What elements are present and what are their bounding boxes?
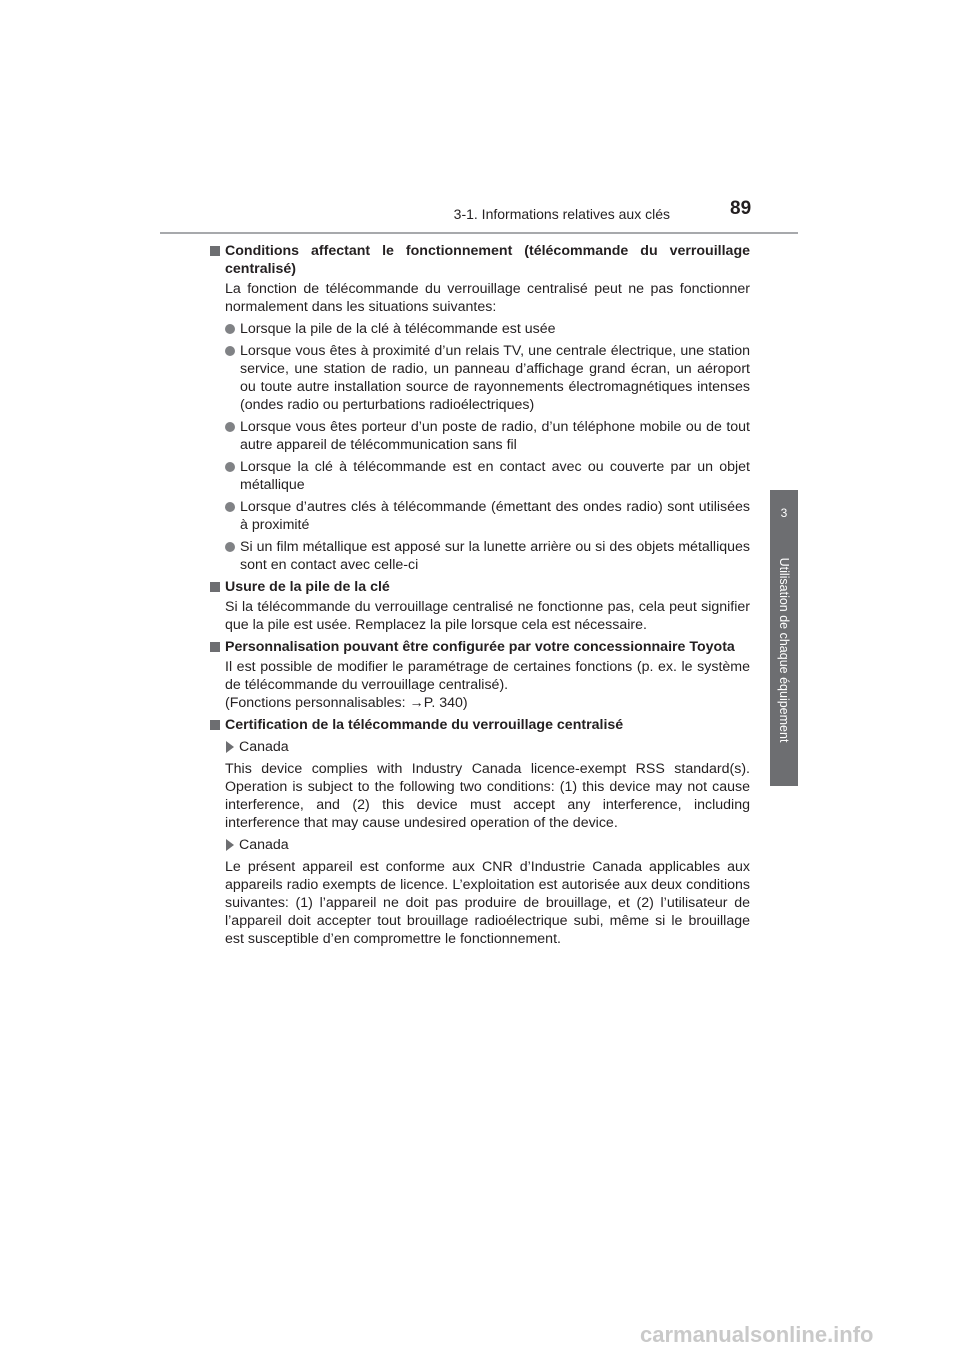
certification-text-en: This device complies with Industry Canada licence-exempt RSS standard(s). Operation is subject to the following two conditions: (1) this device may not cause interference, and (2) this device must accept any interference, including interference that may cause undesired operation of the device. — [225, 761, 750, 831]
list-item: Lorsque d’autres clés à télécommande (émettant des ondes radio) sont utilisées à proximité — [225, 498, 750, 534]
page-reference-link[interactable]: (Fonctions personnalisables: →P. 340) — [225, 695, 468, 711]
section-marker-icon — [210, 246, 220, 256]
section-title: Usure de la pile de la clé — [225, 579, 390, 595]
bullet-icon — [225, 324, 235, 334]
list-item: Lorsque la pile de la clé à télécommande est usée — [225, 320, 750, 338]
bullet-icon — [225, 502, 235, 512]
subheading-canada-en: Canada — [225, 738, 750, 756]
page-number: 89 — [730, 198, 752, 219]
chapter-tab — [770, 490, 798, 786]
section-certification — [210, 716, 750, 948]
section-text: Il est possible de modifier le paramétrage de certaines fonctions (p. ex. le système de télécommande du verrouillage centralisé). — [225, 659, 750, 693]
page-content — [210, 242, 750, 952]
triangle-icon — [226, 839, 234, 851]
section-marker-icon — [210, 642, 220, 652]
section-title: Certification de la télécommande du verrouillage centralisé — [225, 717, 624, 733]
section-battery — [210, 578, 750, 634]
bullet-icon — [225, 346, 235, 356]
section-text: Si la télécommande du verrouillage centralisé ne fonctionne pas, cela peut signifier que la pile est usée. Remplacez la pile lorsque cela est nécessaire. — [225, 599, 750, 633]
triangle-icon — [226, 741, 234, 753]
list-item: Lorsque vous êtes porteur d’un poste de radio, d’un téléphone mobile ou de tout autre appareil de télécommunication sans fil — [225, 418, 750, 454]
section-marker-icon — [210, 582, 220, 592]
section-title: Conditions affectant le fonctionnement (télécommande du verrouillage centralisé) — [225, 243, 750, 277]
running-header: 3-1. Informations relatives aux clés — [453, 206, 670, 222]
section-title: Personnalisation pouvant être configurée par votre concessionnaire Toyota — [225, 639, 735, 655]
section-customization — [210, 638, 750, 712]
list-item: Si un film métallique est apposé sur la lunette arrière ou si des objets métalliques sont en contact avec celle-ci — [225, 538, 750, 574]
list-item: Lorsque vous êtes à proximité d’un relais TV, une centrale électrique, une station service, une station de radio, un panneau d’affichage grand écran, un aéroport ou toute autre installation source de rayonnements électromagnétiques intenses (ondes radio ou perturbations radioélectriques) — [225, 342, 750, 414]
bullet-icon — [225, 422, 235, 432]
section-marker-icon — [210, 720, 220, 730]
header-rule — [160, 232, 798, 234]
subheading-canada-fr: Canada — [225, 836, 750, 854]
bullet-icon — [225, 542, 235, 552]
chapter-label: Utilisation de chaque équipement — [777, 557, 791, 743]
section-intro: La fonction de télécommande du verrouillage centralisé peut ne pas fonctionner normalement dans les situations suivantes: — [225, 281, 750, 315]
certification-text-fr: Le présent appareil est conforme aux CNR d’Industrie Canada applicables aux appareils radio exempts de licence. L’exploitation est autorisée aux deux conditions suivantes: (1) l’appareil ne doit pas produire de brouillage, et (2) l’utilisateur de l’appareil doit accepter tout brouillage radioélectrique subi, même si le brouillage est susceptible d’en compromettre le fonctionnement. — [225, 859, 750, 947]
section-conditions — [210, 242, 750, 574]
watermark: carmanualsonline.info — [640, 1322, 874, 1347]
bullet-icon — [225, 462, 235, 472]
list-item: Lorsque la clé à télécommande est en contact avec ou couverte par un objet métallique — [225, 458, 750, 494]
chapter-number: 3 — [780, 506, 788, 520]
